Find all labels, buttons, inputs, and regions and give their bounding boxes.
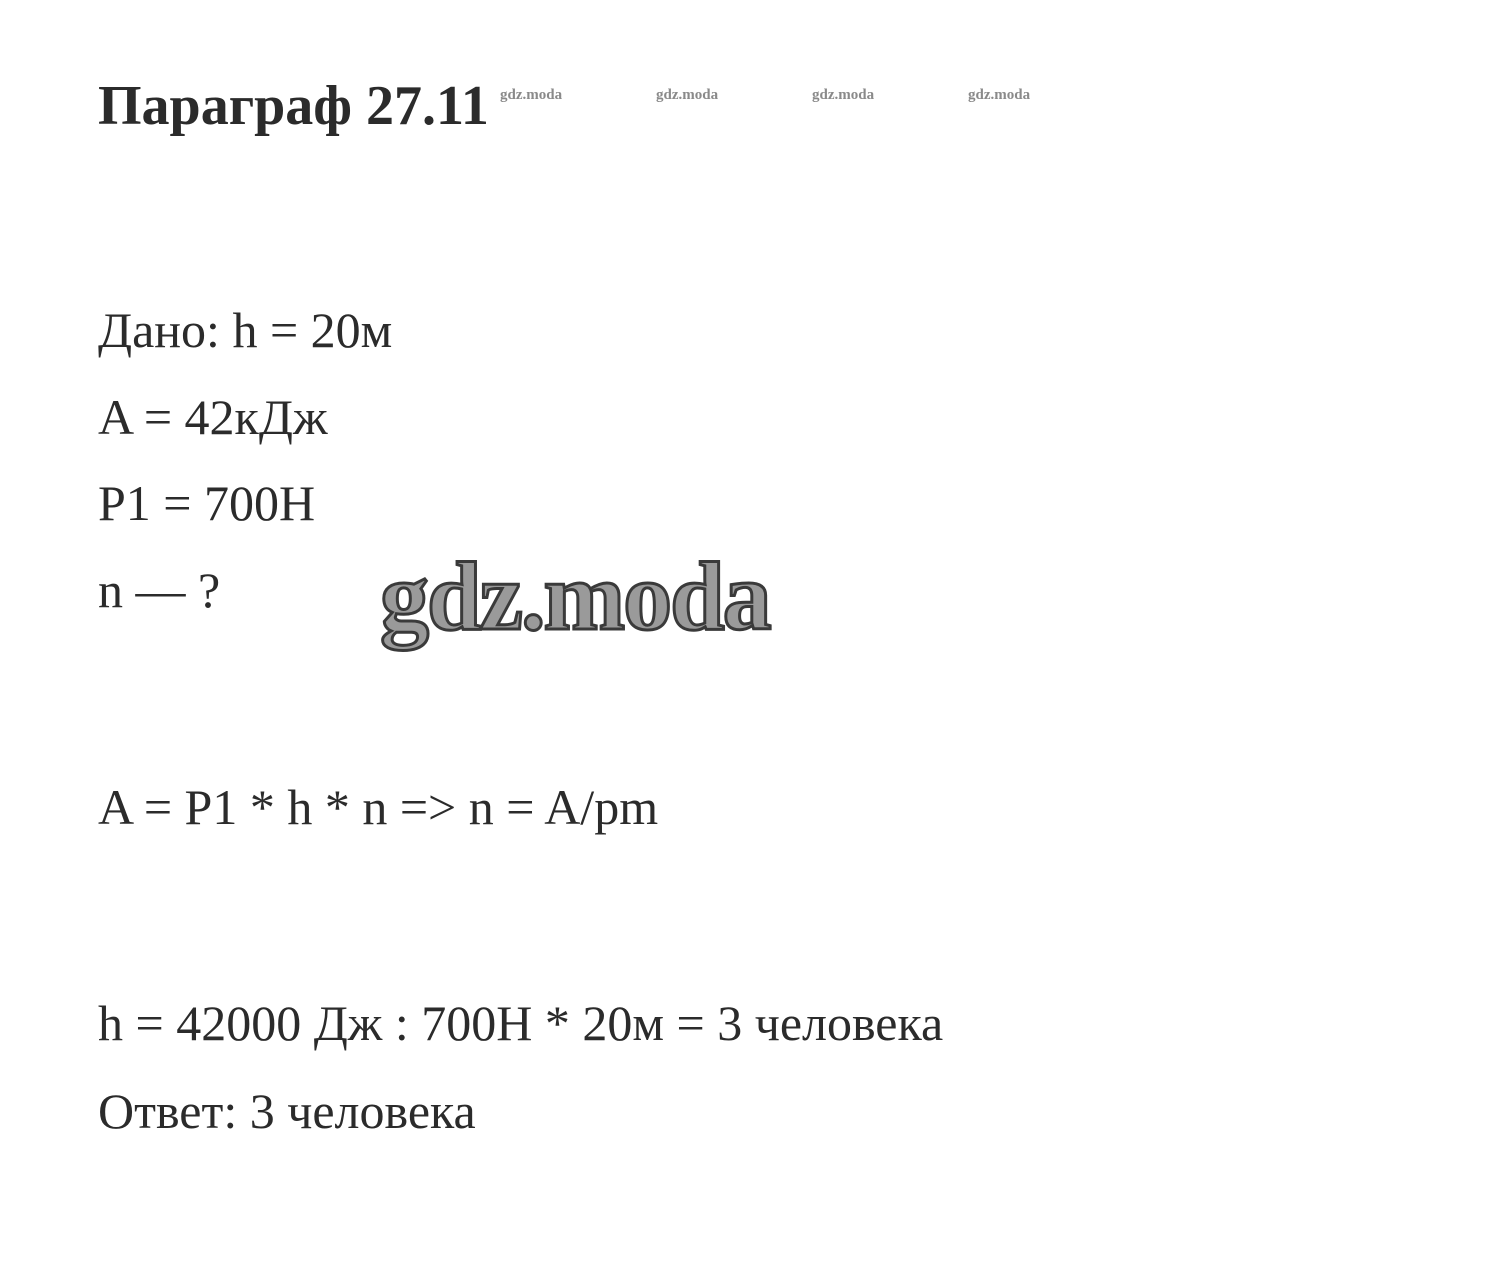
calculation-line: h = 42000 Дж : 700H * 20м = 3 человека	[98, 995, 944, 1051]
watermark-small-1: gdz.moda	[500, 87, 563, 103]
watermark-small-3: gdz.moda	[812, 87, 875, 103]
answer-line: Ответ: 3 человека	[98, 1083, 476, 1139]
watermark-large: gdz.moda	[380, 543, 770, 651]
given-height: Дано: h = 20м	[98, 302, 393, 358]
given-weight: P1 = 700H	[98, 475, 316, 531]
unknown-n: n — ?	[98, 562, 221, 618]
watermark-small-4: gdz.moda	[968, 87, 1031, 103]
watermark-small-2: gdz.moda	[656, 87, 719, 103]
page-title: Параграф 27.11	[98, 75, 489, 137]
formula-line: A = P1 * h * n => n = A/pm	[98, 779, 659, 835]
given-work: A = 42кДж	[98, 389, 328, 445]
